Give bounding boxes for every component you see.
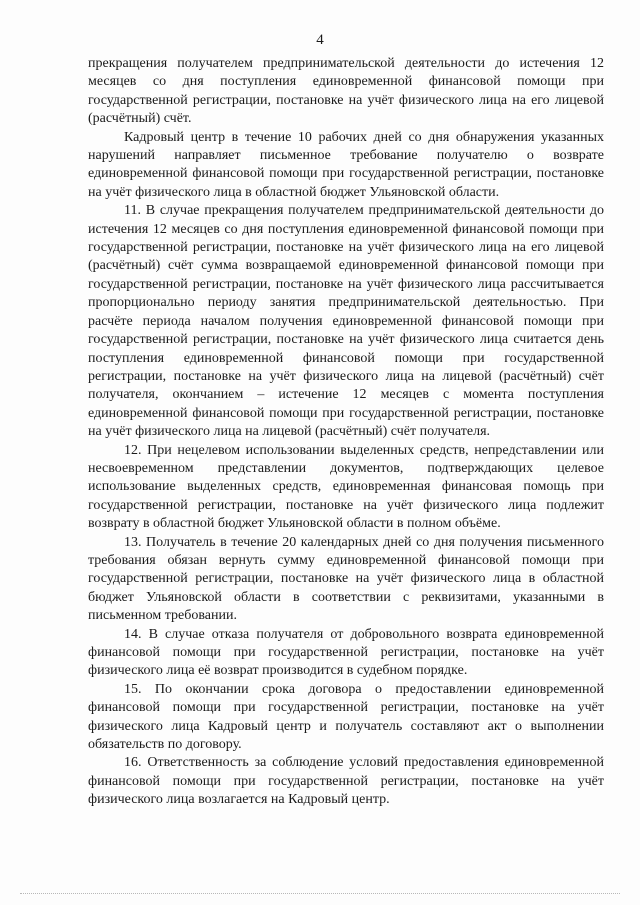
- page-number: 4: [316, 32, 324, 48]
- paragraph-clause-12: 12. При нецелевом использовании выделенных средств, непредставлении или несвоевременном представлении документов, подтверждающих целевое использование выделенных средств, единовременная финансовая помощь при государственной регистрации, постановке на учёт физического лица подлежит возврату в областной бюджет Ульяновской области в полном объёме.: [88, 442, 604, 532]
- paragraph-clause-15: 15. По окончании срока договора о предоставлении единовременной финансовой помощи при государственной регистрации, постановке на учёт физического лица Кадровый центр и получатель составляют акт о выполнении обязательств по договору.: [88, 681, 604, 753]
- paragraph-notice: Кадровый центр в течение 10 рабочих дней со дня обнаружения указанных нарушений направляет письменное требование получателю о возврате единовременной финансовой помощи при государственной регистрации, постановке на учёт физического лица в областной бюджет Ульяновской области.: [88, 129, 604, 200]
- paragraph-clause-14: 14. В случае отказа получателя от добровольного возврата единовременной финансовой помощи при государственной регистрации, постановке на учёт физического лица её возврат производится в судебном порядке.: [88, 626, 604, 679]
- paragraph-continuation: прекращения получателем предпринимательской деятельности до истечения 12 месяцев со дня поступления единовременной финансовой помощи при государственной регистрации, постановке на учёт физического лица на его лицевой (расчётный) счёт.: [88, 56, 604, 127]
- scan-edge-artifact: [20, 893, 620, 897]
- paragraph-clause-16: 16. Ответственность за соблюдение условий предоставления единовременной финансовой помощи при государственной регистрации, постановке на учёт физического лица возлагается на Кадровый центр.: [88, 755, 604, 808]
- paragraph-clause-11: 11. В случае прекращения получателем предпринимательской деятельности до истечения 12 месяцев со дня поступления единовременной финансовой помощи при государственной регистрации, постановке на учёт физического лица на его лицевой (расчётный) счёт сумма возвращаемой единовременной финансовой помощи при государственной регистрации, постановке на учёт физического лица рассчитывается пропорционально периоду занятия предпринимательской деятельностью. При расчёте периода началом получения единовременной финансовой помощи при государственной регистрации, постановке на учёт физического лица считается день поступления единовременной финансовой помощи при государственной регистрации, постановке на учёт физического лица на лицевой (расчётный) счёт получателя, окончанием – истечение 12 месяцев с момента поступления единовременной финансовой помощи при государственной регистрации, постановке на учёт физического лица на лицевой (расчётный) счёт получателя.: [88, 203, 604, 440]
- paragraph-clause-13: 13. Получатель в течение 20 календарных дней со дня получения письменного требования обязан вернуть сумму единовременной финансовой помощи при государственной регистрации, постановке на учёт физического лица в областной бюджет Ульяновской области в соответствии с реквизитами, указанными в письменном требовании.: [88, 534, 604, 624]
- document-body: [88, 55, 604, 810]
